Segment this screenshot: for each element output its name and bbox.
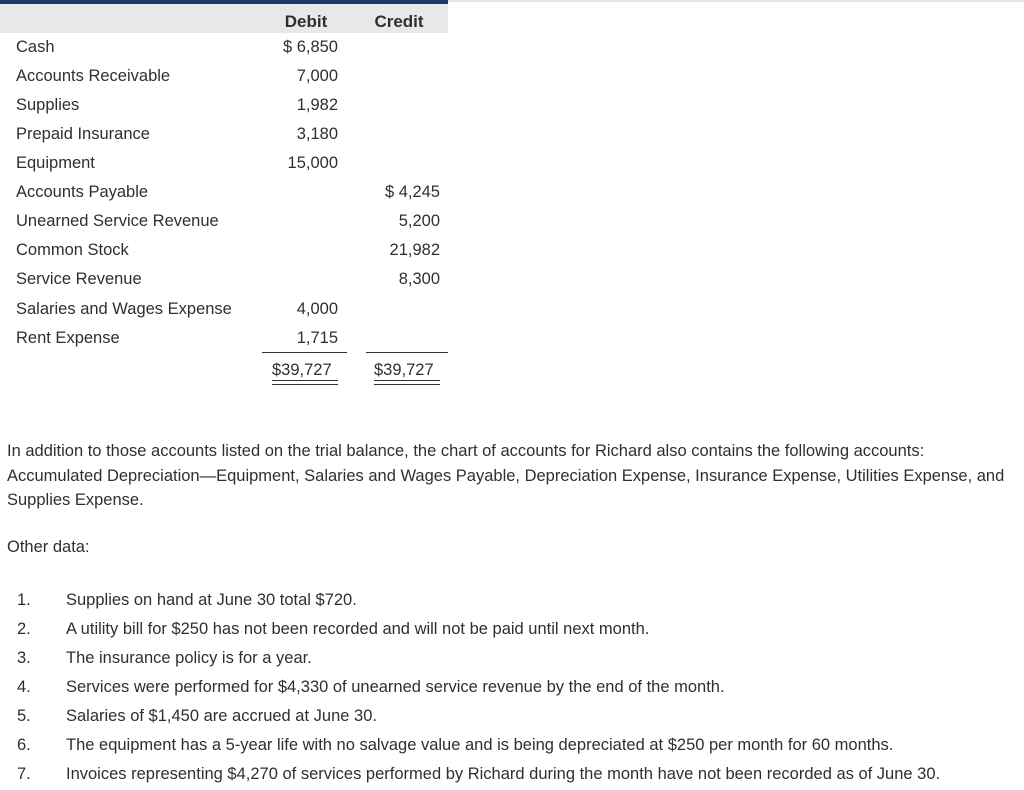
item-number: 1. <box>17 591 31 609</box>
list-item <box>0 731 1024 760</box>
table-row <box>0 120 448 149</box>
debit-value: 1,982 <box>296 96 338 114</box>
credit-total: $39,727 <box>374 361 434 379</box>
debit-value: 15,000 <box>287 154 338 172</box>
list-item <box>0 760 1024 789</box>
table-row <box>0 62 448 91</box>
debit-value: 1,715 <box>296 329 338 347</box>
table-row <box>0 265 448 294</box>
top-divider <box>448 0 1024 2</box>
table-row <box>0 149 448 178</box>
debit-total-rule <box>262 352 347 353</box>
table-row <box>0 33 448 62</box>
item-text: A utility bill for $250 has not been recorded and will not be paid until next month. <box>66 620 650 638</box>
item-number: 5. <box>17 707 31 725</box>
account-name: Prepaid Insurance <box>16 125 150 143</box>
account-name: Common Stock <box>16 241 129 259</box>
item-text: Supplies on hand at June 30 total $720. <box>66 591 357 609</box>
item-number: 7. <box>17 765 31 783</box>
debit-value: 3,180 <box>296 125 338 143</box>
header-debit-cell <box>262 4 350 33</box>
debit-value: $ 6,850 <box>282 38 338 56</box>
account-name: Accounts Payable <box>16 183 149 201</box>
list-item <box>0 586 1024 615</box>
header-debit: Debit <box>284 12 328 31</box>
account-name: Unearned Service Revenue <box>16 212 219 230</box>
list-item <box>0 644 1024 673</box>
other-data-label: Other data: <box>7 538 90 556</box>
credit-value: 8,300 <box>398 270 440 288</box>
credit-value: 21,982 <box>389 241 440 259</box>
credit-value: 5,200 <box>398 212 440 230</box>
list-item <box>0 702 1024 731</box>
debit-total: $39,727 <box>272 361 332 379</box>
account-name: Service Revenue <box>16 270 142 288</box>
table-row <box>0 295 448 324</box>
account-name: Equipment <box>16 154 95 172</box>
list-item <box>0 673 1024 702</box>
table-row <box>0 324 448 353</box>
item-text: Salaries of $1,450 are accrued at June 30. <box>66 707 377 725</box>
debit-value: 4,000 <box>296 300 338 318</box>
header-credit: Credit <box>374 12 424 31</box>
accounts-paragraph: In addition to those accounts listed on the trial balance, the chart of accounts for Richard also contains the following accounts: Accumulated Depreciation—Equipment, Salaries and Wages Payable, Depreciation Expense, Insurance Expense, Utilities Expense, and Supplies Expense. <box>7 442 1005 509</box>
debit-total-double-underline <box>272 380 338 385</box>
table-row <box>0 91 448 120</box>
account-name: Salaries and Wages Expense <box>16 300 232 318</box>
header-account-cell <box>0 4 262 33</box>
table-row <box>0 236 448 265</box>
header-credit-cell <box>350 4 448 33</box>
account-name: Accounts Receivable <box>16 67 171 85</box>
credit-value: $ 4,245 <box>384 183 440 201</box>
item-number: 4. <box>17 678 31 696</box>
table-row <box>0 178 448 207</box>
item-text: Services were performed for $4,330 of unearned service revenue by the end of the month. <box>66 678 725 696</box>
debit-value: 7,000 <box>296 67 338 85</box>
item-text: Invoices representing $4,270 of services performed by Richard during the month have not been recorded as of June 30. <box>66 765 941 783</box>
list-item <box>0 615 1024 644</box>
item-number: 3. <box>17 649 31 667</box>
item-number: 6. <box>17 736 31 754</box>
account-name: Cash <box>16 38 55 56</box>
credit-total-double-underline <box>374 380 440 385</box>
account-name: Supplies <box>16 96 80 114</box>
credit-total-rule <box>366 352 448 353</box>
table-row <box>0 207 448 236</box>
item-text: The equipment has a 5-year life with no salvage value and is being depreciated at $250 per month for 60 months. <box>66 736 894 754</box>
item-number: 2. <box>17 620 31 638</box>
account-name: Rent Expense <box>16 329 120 347</box>
item-text: The insurance policy is for a year. <box>66 649 312 667</box>
